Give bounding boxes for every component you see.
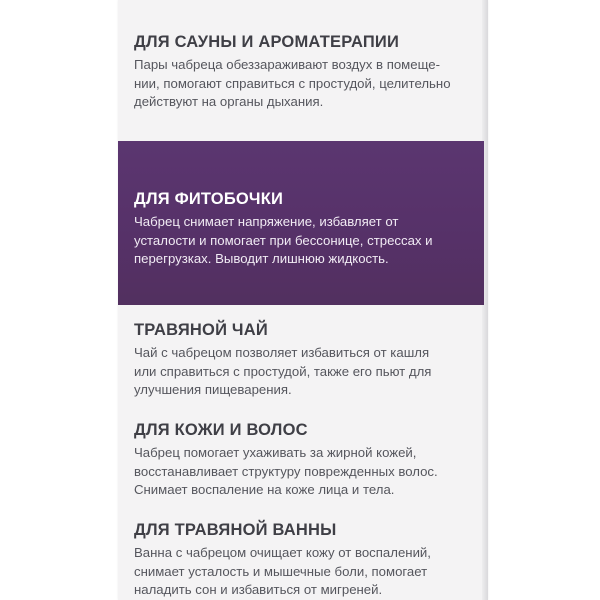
section-heading: ДЛЯ ТРАВЯНОЙ ВАННЫ bbox=[134, 521, 337, 539]
body-line: снимает усталость и мышечные боли, помогает bbox=[134, 563, 428, 579]
body-line: Ванна с чабрецом очищает кожу от воспалений, bbox=[134, 545, 431, 560]
section-sauna bbox=[134, 32, 454, 112]
section-body bbox=[134, 56, 454, 112]
body-line: восстанавливает структуру поврежденных волос. bbox=[134, 463, 438, 479]
body-line: улучшения пищеварения. bbox=[134, 382, 292, 397]
section-body bbox=[134, 344, 454, 400]
body-line: Чай с чабрецом позволяет избавиться от кашля bbox=[134, 345, 430, 360]
body-line: или справиться с простудой, также его пьют для bbox=[134, 363, 432, 379]
section-body bbox=[134, 213, 454, 269]
body-line: Чабрец помогает ухаживать за жирной кожей, bbox=[134, 445, 417, 460]
body-line: перегрузках. Выводит лишнюю жидкость. bbox=[134, 251, 389, 266]
section-herbal-tea bbox=[134, 320, 454, 400]
body-line: Чабрец снимает напряжение, избавляет от bbox=[134, 214, 399, 229]
section-skin-hair bbox=[134, 420, 454, 500]
section-heading: ДЛЯ КОЖИ И ВОЛОС bbox=[134, 421, 308, 439]
section-heading: ТРАВЯНОЙ ЧАЙ bbox=[134, 321, 268, 339]
body-line: Снимает воспаление на коже лица и тела. bbox=[134, 482, 395, 497]
section-heading: ДЛЯ ФИТОБОЧКИ bbox=[134, 190, 284, 208]
body-line: усталости и помогает при бессонице, стрессах и bbox=[134, 232, 433, 248]
body-line: Пары чабреца обеззараживают воздух в помеще- bbox=[134, 57, 441, 72]
body-line: действуют на органы дыхания. bbox=[134, 94, 324, 109]
section-heading: ДЛЯ САУНЫ И АРОМАТЕРАПИИ bbox=[134, 33, 400, 51]
section-herbal-bath bbox=[134, 520, 454, 600]
section-body bbox=[134, 544, 454, 600]
section-phyto-barrel bbox=[134, 189, 454, 269]
body-line: наладить сон и избавиться от мигреней. bbox=[134, 582, 383, 597]
highlight-band bbox=[118, 141, 484, 305]
body-line: нии, помогают справиться с простудой, целительно bbox=[134, 75, 451, 91]
section-body bbox=[134, 444, 454, 500]
